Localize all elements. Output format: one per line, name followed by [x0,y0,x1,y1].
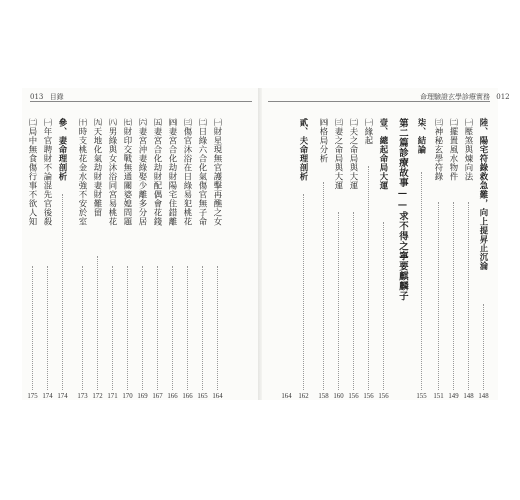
toc-entry [348,118,359,400]
toc-page-number: 175 [27,393,38,400]
toc-section-entry [478,118,489,400]
left-header-rule [30,101,252,102]
right-page-number: 012 [496,93,510,101]
toc-page-number: 166 [182,393,193,400]
right-running-title: 命理驗證玄學診療實務 [420,93,490,101]
dot-leader [97,256,98,390]
dot-leader [172,266,173,390]
toc-page-number: 148 [463,393,474,400]
toc-entry [463,118,474,400]
toc-page-number: 174 [42,393,53,400]
toc-section-title: 柒、結論 [417,118,427,154]
toc-page-number: 169 [137,393,148,400]
dot-leader [142,266,143,390]
toc-page-number: 158 [318,393,329,400]
toc-page-number: 149 [448,393,459,400]
left-running-title: 目錄 [49,93,64,101]
toc-entry-title: ㈣妻宮合化劫財陽宅住錯離 [168,118,178,226]
toc-page-number: 151 [433,393,444,400]
toc-entry-title: ㈤妻宮合化劫財配偶會花錢 [153,118,163,226]
toc-entry [433,118,444,400]
toc-entry [92,118,103,400]
toc-entry [27,118,38,400]
toc-page-number: 167 [152,393,163,400]
toc-entry-title: ㈢傷官沐浴在日綠易犯桃花 [183,118,193,226]
dot-leader [32,266,33,390]
toc-entry-title: ㈧男綠與女沐浴同宮易桃花 [108,118,118,226]
toc-page-number: 170 [122,393,133,400]
toc-part-title: 第二篇診療故事——求不得之寧要麒麟子 [397,118,408,302]
toc-entry-title: ㈨天地化氣劫財妻財難留 [93,118,103,217]
dot-leader [338,212,339,390]
toc-page-number: 156 [363,393,374,400]
toc-entry-title: ㈡擺置風水物件 [449,118,459,181]
toc-entry [122,118,133,400]
toc-section-title: 陸、陽宅符錄救急難，向上提昇止沉淪 [479,118,489,271]
toc-entry [197,118,208,400]
toc-page-number: 164 [281,393,292,400]
toc-section-title: 貳、夫命理剖析 [299,118,309,181]
toc-entry-title: ㈩時支桃花金水強不安於室 [78,118,88,226]
dot-leader [438,202,439,390]
toc-page-number: 160 [333,393,344,400]
toc-entry [363,118,374,400]
toc-entry-title: ㈡夫之命局與大運 [349,118,359,190]
toc-entry-title: ㈥妻宮沖妻綠娶少離多分居 [138,118,148,226]
toc-entry [212,118,223,400]
dot-leader [353,212,354,390]
toc-page-number: 164 [212,393,223,400]
dot-leader [368,166,369,390]
toc-entry [42,118,53,400]
toc-entry-title: ㈠壓煞與煉向法 [464,118,474,181]
toc-page-number: 162 [298,393,309,400]
toc-entry [448,118,459,400]
toc-section-entry [378,118,389,400]
toc-page-number: 171 [107,393,118,400]
toc-section-entry [298,118,309,400]
toc-page-number: 173 [77,393,88,400]
toc-page-number: 155 [416,393,427,400]
dot-leader [217,266,218,390]
dot-leader [127,266,128,390]
toc-page-number: 172 [92,393,103,400]
dot-leader [323,182,324,390]
toc-entry [318,118,329,400]
toc-section-title: 參、妻命理剖析 [58,118,68,181]
toc-page-number: 148 [478,393,489,400]
toc-entry [281,118,292,400]
dot-leader [62,194,63,390]
toc-section-entry [416,118,427,400]
toc-entry [182,118,193,400]
toc-entry-title: ㈡局中無食傷行事不欲人知 [28,118,38,226]
dot-leader [483,304,484,390]
toc-entry [77,118,88,400]
left-page-number: 013 [30,93,44,101]
dot-leader [82,266,83,390]
toc-entry-title: ㈦財印交戰無通關婆媳問題 [123,118,133,226]
dot-leader [112,266,113,390]
dot-leader [47,266,48,390]
toc-part-entry [396,118,409,400]
toc-entry-title: ㈠財星現無官護擊再醮之女 [213,118,223,226]
right-header-rule [268,101,490,102]
toc-entry [333,118,344,400]
toc-section-title: 壹、總起命局大運 [379,118,389,190]
toc-entry-title: ㈢神秘玄學符錄 [434,118,444,181]
dot-leader [303,194,304,390]
dot-leader [453,202,454,390]
toc-page-number: 174 [57,393,68,400]
toc-page-number: 156 [348,393,359,400]
dot-leader [383,222,384,390]
toc-entry [137,118,148,400]
toc-entry-title: ㈠年官聘財不論混先官後殺 [43,118,53,226]
toc-entry [152,118,163,400]
dot-leader [157,266,158,390]
toc-page-number: 166 [167,393,178,400]
dot-leader [202,266,203,390]
toc-entry-title: ㈡日綠六合化氣傷官無子命 [198,118,208,226]
toc-entry-title: ㈠緣起 [364,118,374,145]
toc-page-number: 156 [378,393,389,400]
dot-leader [468,202,469,390]
toc-section-entry [57,118,68,400]
toc-entry-title: ㈣格局分析 [319,118,329,163]
toc-entry [167,118,178,400]
toc-entry-title: ㈢妻之命局與大運 [334,118,344,190]
dot-leader [187,266,188,390]
toc-entry [107,118,118,400]
toc-page-number: 165 [197,393,208,400]
dot-leader [421,172,422,390]
